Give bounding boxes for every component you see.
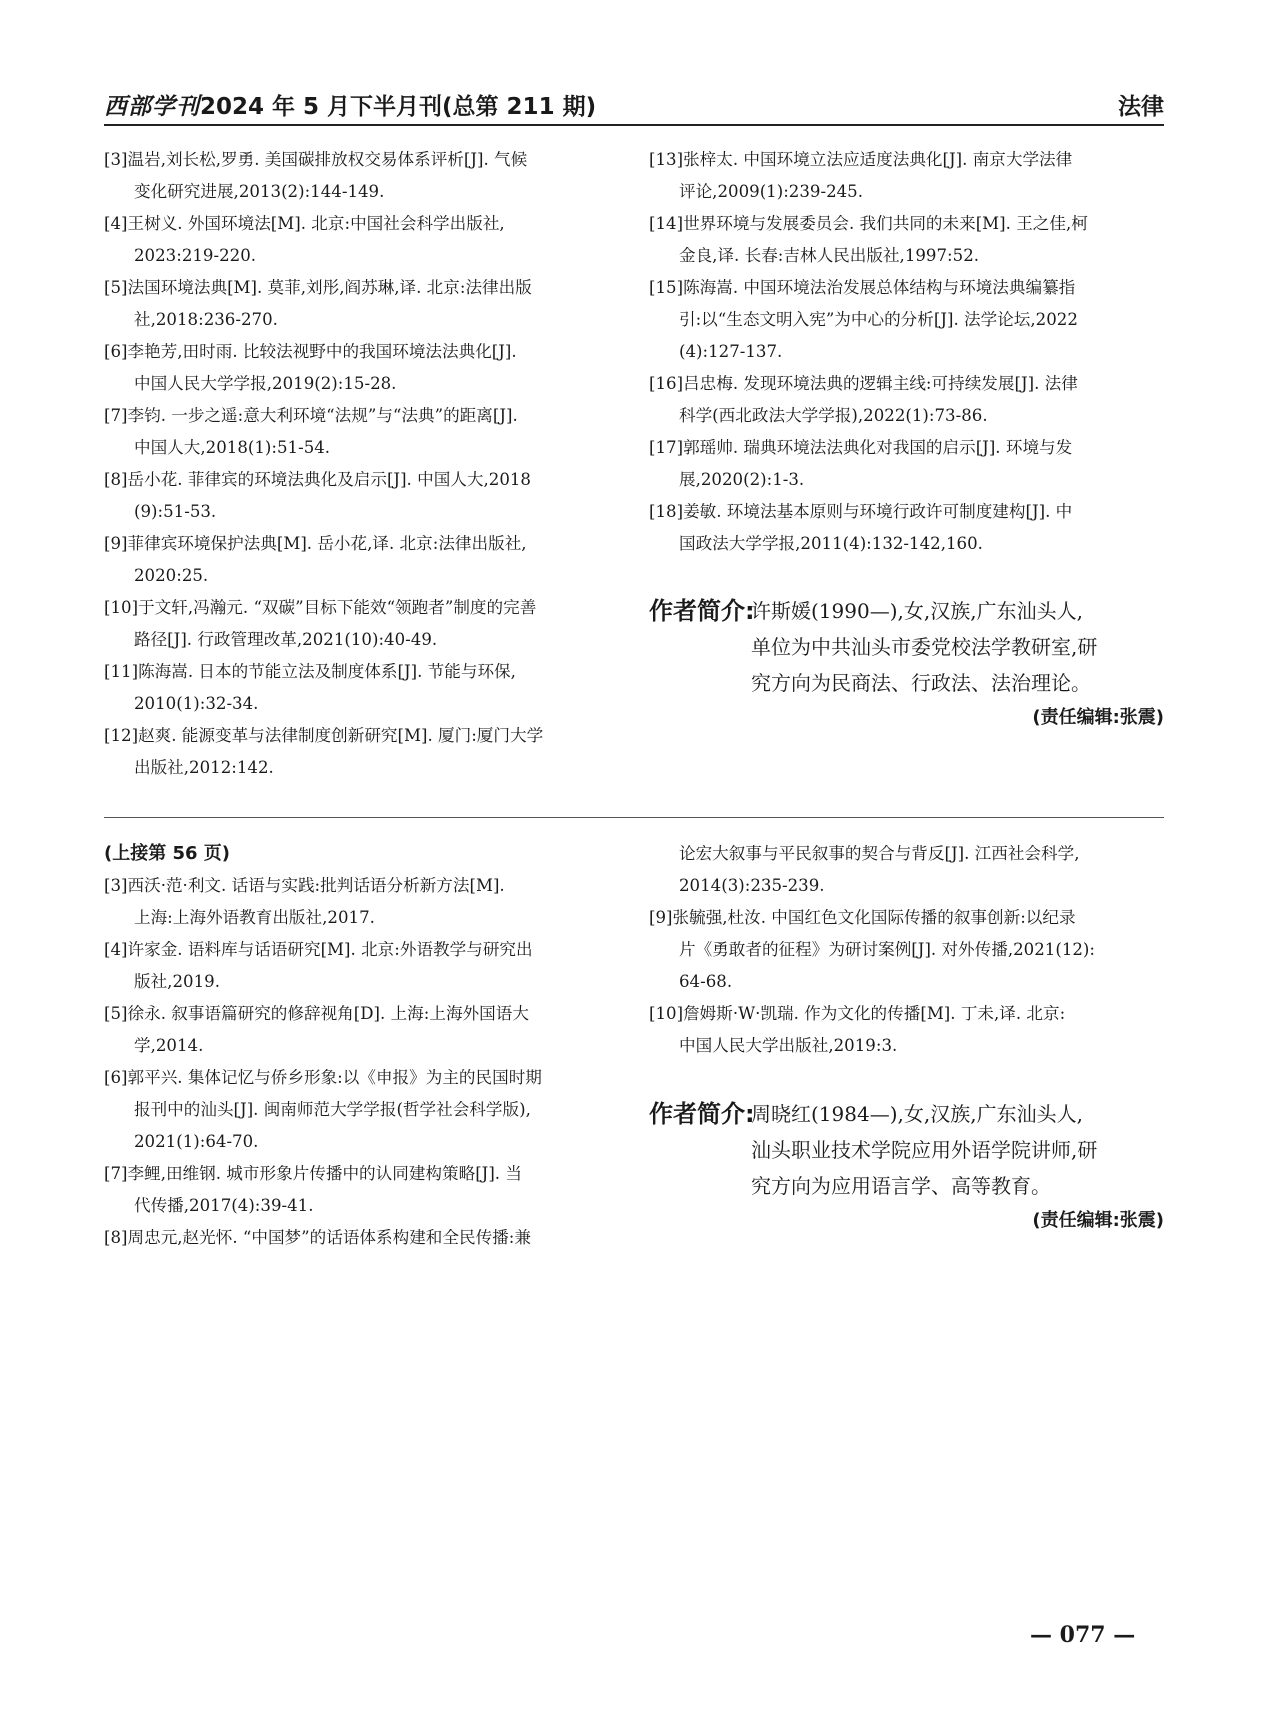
reference-item: [6]李艳芳,田时雨. 比较法视野中的我国环境法法典化[J]. 中国人民大学学报,2019(2):15-28. xyxy=(104,342,517,393)
references-top-left xyxy=(104,144,619,784)
author-bio-text: 周晓红(1984—),女,汉族,广东汕头人, 汕头职业技术学院应用外语学院讲师,研 究方向为应用语言学、高等教育。 xyxy=(751,1102,1098,1198)
running-header xyxy=(104,88,1164,124)
reference-item: [3]温岩,刘长松,罗勇. 美国碳排放权交易体系评析[J]. 气候 变化研究进展,2013(2):144-149. xyxy=(104,150,528,201)
references-bottom-right xyxy=(649,838,1164,1062)
reference-item: [5]徐永. 叙事语篇研究的修辞视角[D]. 上海:上海外国语大 学,2014. xyxy=(104,1004,529,1055)
editor-credit: (责任编辑:张震) xyxy=(1032,707,1164,728)
author-bio-label: 作者简介: xyxy=(649,1100,755,1128)
reference-item: [10]詹姆斯·W·凯瑞. 作为文化的传播[M]. 丁未,译. 北京: 中国人民大学出版社,2019:3. xyxy=(649,1004,1066,1055)
references-bottom-left xyxy=(104,838,619,1254)
journal-logo: 西部学刊 xyxy=(104,93,200,120)
continued-from-note: (上接第 56 页) xyxy=(104,843,231,864)
header-rule xyxy=(104,124,1164,126)
editor-credit: (责任编辑:张震) xyxy=(1032,1210,1164,1231)
reference-item: [16]吕忠梅. 发现环境法典的逻辑主线:可持续发展[J]. 法律 科学(西北政法大学学报),2022(1):73-86. xyxy=(649,374,1078,425)
section-divider xyxy=(104,817,1164,818)
reference-item: [9]张毓强,杜汝. 中国红色文化国际传播的叙事创新:以纪录 片《勇敢者的征程》为研讨案例[J]. 对外传播,2021(12): 64-68. xyxy=(649,908,1095,991)
author-bio-label: 作者简介: xyxy=(649,597,755,625)
reference-continuation: 论宏大叙事与平民叙事的契合与背反[J]. 江西社会科学, 2014(3):235-239. xyxy=(679,844,1080,895)
journal-issue-line xyxy=(104,88,596,121)
reference-item: [7]李鲤,田维钢. 城市形象片传播中的认同建构策略[J]. 当 代传播,2017(4):39-41. xyxy=(104,1164,522,1215)
reference-item: [18]姜敏. 环境法基本原则与环境行政许可制度建构[J]. 中 国政法大学学报,2011(4):132-142,160. xyxy=(649,502,1073,553)
reference-item: [3]西沃·范·利文. 话语与实践:批判话语分析新方法[M]. 上海:上海外语教育出版社,2017. xyxy=(104,876,505,927)
reference-item: [4]许家金. 语料库与话语研究[M]. 北京:外语教学与研究出 版社,2019. xyxy=(104,940,533,991)
reference-item: [7]李钧. 一步之遥:意大利环境“法规”与“法典”的距离[J]. 中国人大,2018(1):51-54. xyxy=(104,406,518,457)
reference-item: [8]周忠元,赵光怀. “中国梦”的话语体系构建和全民传播:兼 xyxy=(104,1228,531,1247)
page-number: — 077 — xyxy=(1030,1622,1136,1648)
reference-item: [17]郭瑶帅. 瑞典环境法法典化对我国的启示[J]. 环境与发 展,2020(2):1-3. xyxy=(649,438,1073,489)
reference-item: [15]陈海嵩. 中国环境法治发展总体结构与环境法典编纂指 引:以“生态文明入宪”为中心的分析[J]. 法学论坛,2022 (4):127-137. xyxy=(649,278,1078,361)
section-label: 法律 xyxy=(1118,94,1164,120)
reference-item: [5]法国环境法典[M]. 莫菲,刘彤,阎苏琳,译. 北京:法律出版 社,2018:236-270. xyxy=(104,278,532,329)
reference-item: [6]郭平兴. 集体记忆与侨乡形象:以《申报》为主的民国时期 报刊中的汕头[J]. 闽南师范大学学报(哲学社会科学版), 2021(1):64-70. xyxy=(104,1068,542,1151)
reference-item: [11]陈海嵩. 日本的节能立法及制度体系[J]. 节能与环保, 2010(1):32-34. xyxy=(104,662,516,713)
reference-item: [8]岳小花. 菲律宾的环境法典化及启示[J]. 中国人大,2018 (9):51-53. xyxy=(104,470,531,521)
reference-item: [4]王树义. 外国环境法[M]. 北京:中国社会科学出版社, 2023:219-220. xyxy=(104,214,505,265)
reference-item: [14]世界环境与发展委员会. 我们共同的未来[M]. 王之佳,柯 金良,译. 长春:吉林人民出版社,1997:52. xyxy=(649,214,1088,265)
author-bio-1 xyxy=(649,593,1164,735)
issue-text: 2024 年 5 月下半月刊(总第 211 期) xyxy=(200,94,597,120)
reference-item: [9]菲律宾环境保护法典[M]. 岳小花,译. 北京:法律出版社, 2020:25. xyxy=(104,534,527,585)
references-top-right xyxy=(649,144,1164,560)
reference-item: [12]赵爽. 能源变革与法律制度创新研究[M]. 厦门:厦门大学 出版社,2012:142. xyxy=(104,726,544,777)
author-bio-text: 许斯媛(1990—),女,汉族,广东汕头人, 单位为中共汕头市委党校法学教研室,研 究方向为民商法、行政法、法治理论。 xyxy=(751,599,1098,695)
reference-item: [13]张梓太. 中国环境立法应适度法典化[J]. 南京大学法律 评论,2009(1):239-245. xyxy=(649,150,1073,201)
reference-item: [10]于文轩,冯瀚元. “双碳”目标下能效“领跑者”制度的完善 路径[J]. 行政管理改革,2021(10):40-49. xyxy=(104,598,537,649)
author-bio-2 xyxy=(649,1096,1164,1238)
